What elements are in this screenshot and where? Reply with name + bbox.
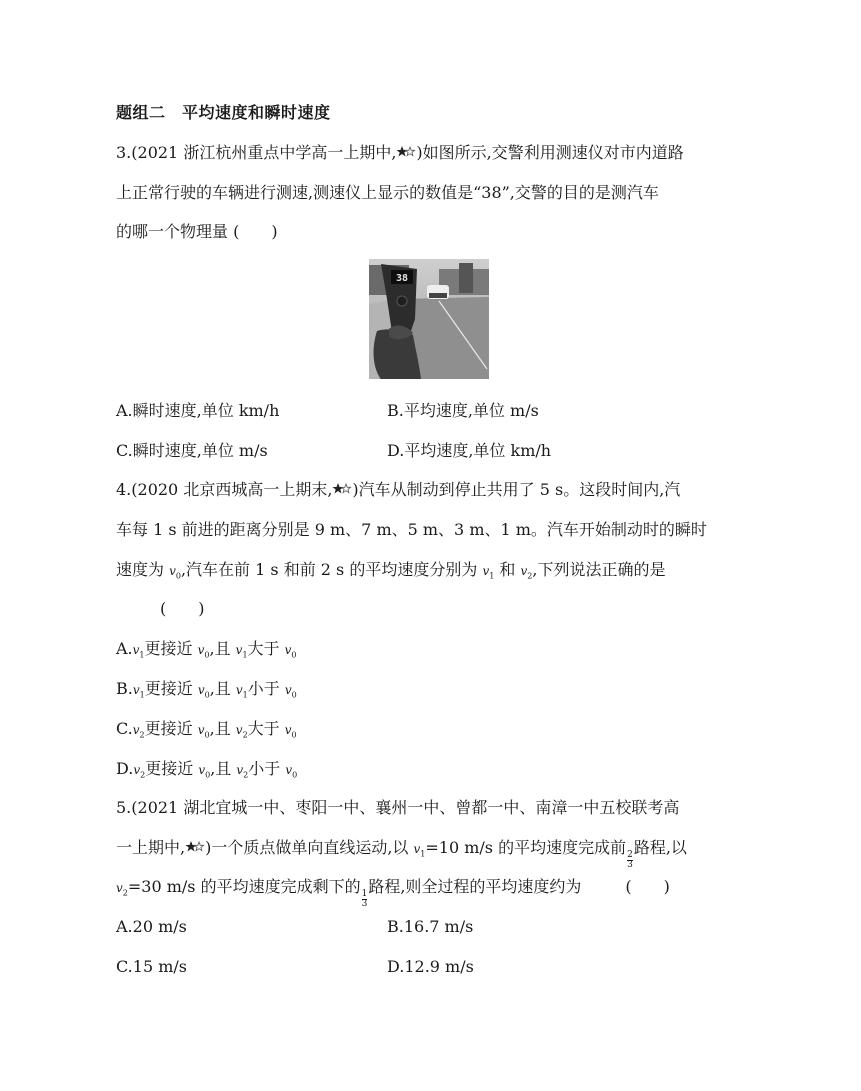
q3-option-b[interactable]: B.平均速度,单位 m/s bbox=[387, 401, 539, 420]
q4-line-3: 速度为 $v_0$,汽车在前 1 s 和前 2 s 的平均速度分别为 $v_1$ 和 $v_2$,下列说法正确的是 bbox=[116, 560, 666, 581]
q3-line-2: 上正常行驶的车辆进行测速,测速仪上显示的数值是“38”,交警的目的是测汽车 bbox=[116, 183, 659, 202]
speed-display-value: 38 bbox=[395, 273, 409, 284]
q4-option-c[interactable]: $C.v_2$更接近 $v_0$,且 $v_2$大于 $v_0$ bbox=[116, 719, 297, 740]
var-v1: $v_1$ bbox=[413, 842, 426, 859]
var-v1: $v_1$ bbox=[482, 564, 495, 581]
q5-answer-paren: ( ) bbox=[625, 877, 670, 896]
var-v0: $v_0$ bbox=[169, 564, 181, 581]
q3-line-1: 3.(2021 浙江杭州重点中学高一上期中, )如图所示,交警利用测速仪对市内道路 bbox=[116, 143, 684, 162]
fraction-one-third: $\frac{1}{3}$ bbox=[361, 889, 368, 909]
q5-option-a[interactable]: A.20 m/s bbox=[116, 917, 187, 936]
difficulty-stars-icon bbox=[332, 481, 352, 495]
q4-line-1: 4.(2020 北京西城高一上期末, )汽车从制动到停止共用了 5 s。这段时间内,汽 bbox=[116, 480, 681, 499]
difficulty-stars-icon bbox=[396, 144, 416, 158]
q5-line-3: $v_2=30$ m/s 的平均速度完成剩下的 $\frac{1}{3}$ 路程,则全过程的平均速度约为 ( ) bbox=[116, 877, 670, 909]
q3-option-c[interactable]: C.瞬时速度,单位 m/s bbox=[116, 441, 268, 460]
q5-option-b[interactable]: B.16.7 m/s bbox=[387, 917, 474, 936]
q4-answer-paren: ( ) bbox=[160, 599, 205, 618]
q4-option-b[interactable]: $B.v_1$更接近 $v_0$,且 $v_1$小于 $v_0$ bbox=[116, 679, 297, 700]
q5-option-d[interactable]: D.12.9 m/s bbox=[387, 957, 474, 976]
q4-option-d[interactable]: $D.v_2$更接近 $v_0$,且 $v_2$小于 $v_0$ bbox=[116, 759, 298, 780]
q5-option-c[interactable]: C.15 m/s bbox=[116, 957, 187, 976]
q5-line-1: 5.(2021 湖北宜城一中、枣阳一中、襄州一中、曾都一中、南漳一中五校联考高 bbox=[116, 798, 680, 817]
q5-line-2: 一上期中, )一个质点做单向直线运动,以 $v_1=10$ m/s 的平均速度完成前 $\frac{2}{3}$ 路程,以 bbox=[116, 838, 687, 870]
var-v2: $v_2$ bbox=[520, 564, 533, 581]
difficulty-stars-icon bbox=[185, 839, 205, 853]
q3-option-d[interactable]: D.平均速度,单位 km/h bbox=[387, 441, 552, 460]
fraction-two-thirds: $\frac{2}{3}$ bbox=[627, 850, 633, 870]
q4-line-2: 车每 1 s 前进的距离分别是 9 m、7 m、5 m、3 m、1 m。汽车开始制动时的瞬时 bbox=[116, 520, 707, 539]
section-title: 题组二 平均速度和瞬时速度 bbox=[116, 103, 331, 122]
q3-option-a[interactable]: A.瞬时速度,单位 km/h bbox=[116, 401, 280, 420]
speed-gun-photo bbox=[369, 259, 489, 379]
var-v2: $v_2$ bbox=[116, 881, 128, 898]
q3-line-3: 的哪一个物理量 ( ) bbox=[116, 222, 278, 241]
q4-option-a[interactable]: $A.v_1$更接近 $v_0$,且 $v_1$大于 $v_0$ bbox=[116, 639, 297, 660]
